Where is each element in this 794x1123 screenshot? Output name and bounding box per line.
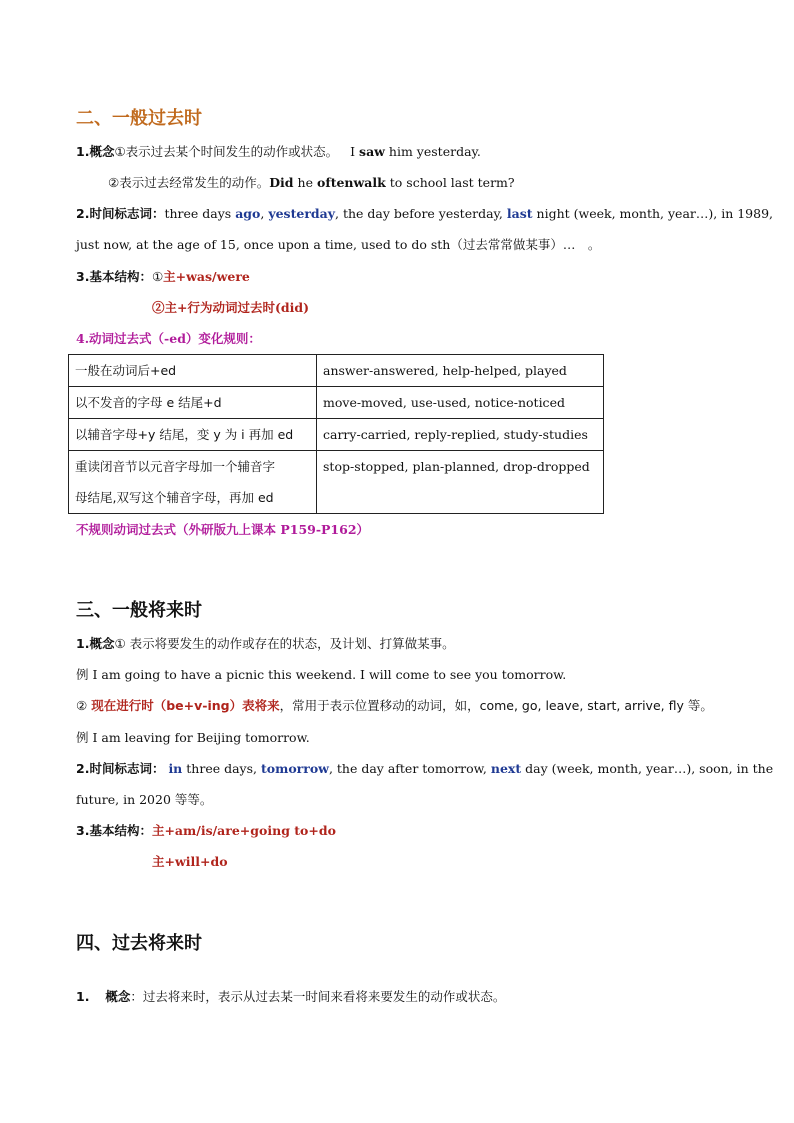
ed-rules-table [68, 354, 604, 514]
rule-cell: 以不发音的字母 e 结尾+d [69, 387, 317, 419]
past-structure-line-1: 3.基本结构：①主+was/were [76, 269, 250, 284]
future-structure-line-1: 3.基本结构：主+am/is/are+going to+do [76, 823, 336, 838]
past-concept-line-2: ②表示过去经常发生的动作。Did he oftenwalk to school last term? [108, 175, 515, 190]
section-heading-future-simple: 三、一般将来时 [76, 600, 202, 621]
section-heading-past-future: 四、过去将来时 [76, 933, 202, 954]
example-cell: carry-carried, reply-replied, study-studies [317, 419, 604, 451]
future-time-markers-line-2: future, in 2020 等等。 [76, 792, 213, 807]
irregular-verbs-note: 不规则动词过去式（外研版九上课本 P159-P162） [76, 522, 370, 537]
past-time-markers-line-1: 2.时间标志词：three days ago, yesterday, the day before yesterday, last night (week, month, year…), in 1989, [76, 206, 774, 221]
future-example-1: 例 I am going to have a picnic this weekend. I will come to see you tomorrow. [76, 667, 567, 682]
table-row [69, 355, 604, 387]
table-row [69, 419, 604, 451]
future-concept-line-1: 1.概念① 表示将要发生的动作或存在的状态，及计划、打算做某事。 [76, 636, 455, 651]
future-structure-line-2: 主+will+do [152, 854, 228, 869]
future-example-2: 例 I am leaving for Beijing tomorrow. [76, 730, 310, 745]
past-future-concept: 1. 概念：过去将来时，表示从过去某一时间来看将来要发生的动作或状态。 [76, 989, 506, 1004]
table-row [69, 387, 604, 419]
past-structure-line-2: ②主+行为动词过去时(did) [152, 300, 310, 315]
future-concept-line-2: ② 现在进行时（be+v-ing）表将来，常用于表示位置移动的动词，如，come, go, leave, start, arrive, fly 等。 [76, 698, 713, 713]
example-cell: answer-answered, help-helped, played [317, 355, 604, 387]
section-heading-past-simple: 二、一般过去时 [76, 108, 202, 129]
future-time-markers-line-1: 2.时间标志词： in three days, tomorrow, the day after tomorrow, next day (week, month, year…), soon, in the [76, 761, 774, 776]
table-row [69, 451, 604, 514]
rule-cell: 重读闭音节以元音字母加一个辅音字 母结尾,双写这个辅音字母，再加 ed [69, 451, 317, 514]
rule-cell: 一般在动词后+ed [69, 355, 317, 387]
past-time-markers-line-2: just now, at the age of 15, once upon a time, used to do sth（过去常常做某事）… 。 [76, 237, 601, 252]
rule-cell: 以辅音字母+y 结尾，变 y 为 i 再加 ed [69, 419, 317, 451]
example-cell: stop-stopped, plan-planned, drop-dropped [317, 451, 604, 514]
example-cell: move-moved, use-used, notice-noticed [317, 387, 604, 419]
past-concept-line-1: 1.概念①表示过去某个时间发生的动作或状态。 I saw him yesterday. [76, 144, 481, 159]
rules-title: 4.动词过去式（-ed）变化规则： [76, 331, 261, 346]
